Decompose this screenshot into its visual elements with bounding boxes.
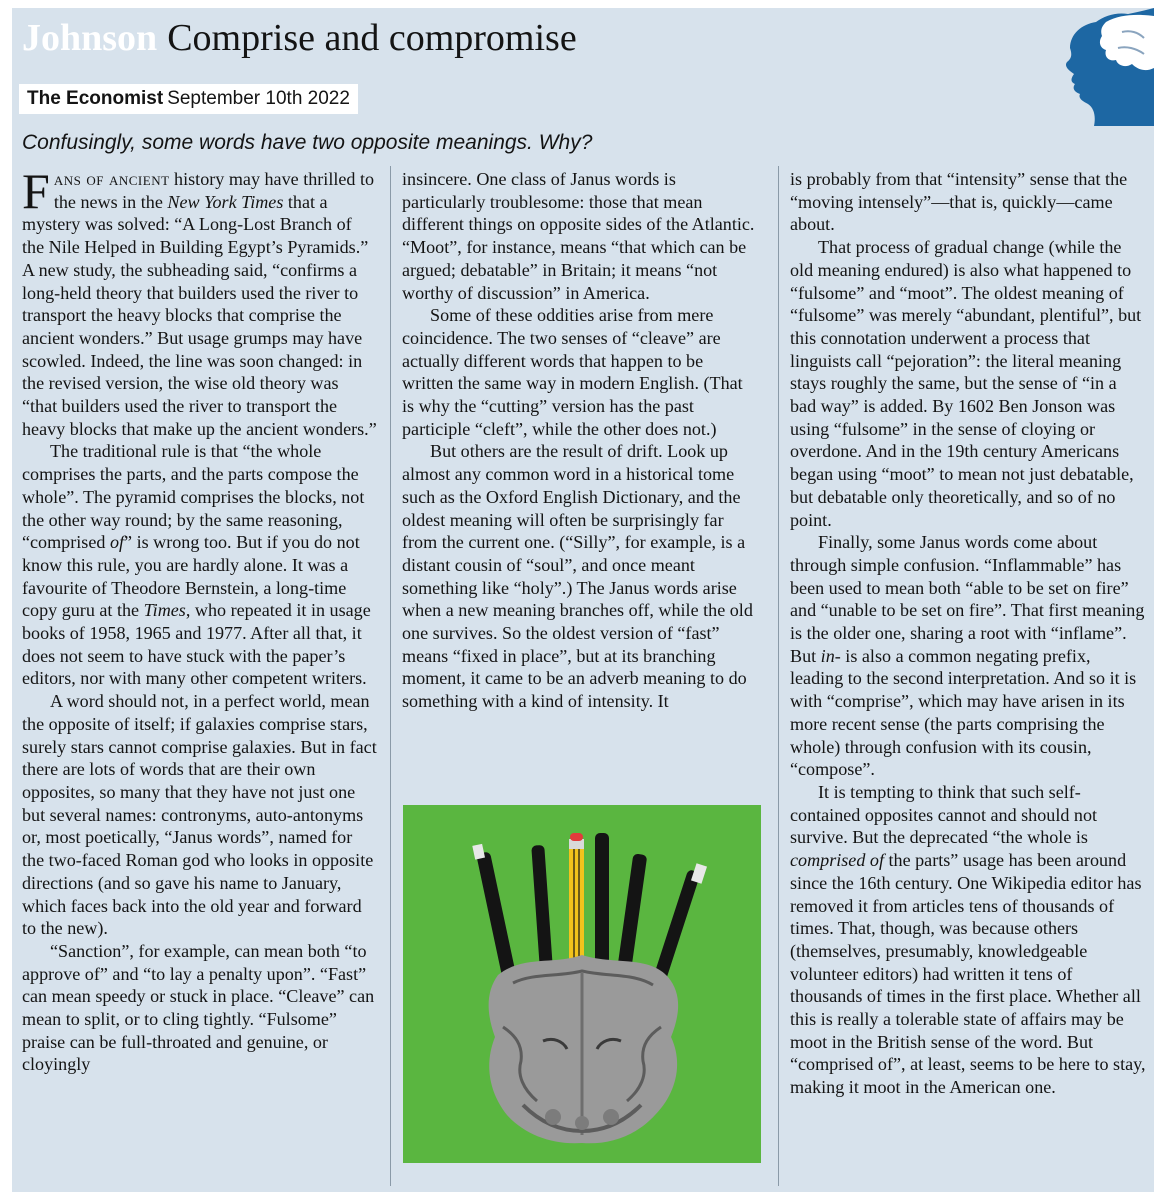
paragraph: But others are the result of drift. Look up almost any common word in a historical tome such as the Oxford English Dictionary, and the oldest meaning will often be surprisingly far from the current one. (“Silly”, for example, is a distant cousin of “soul”, and once meant something like “holy”.) The Janus words arise when a new meaning branches off, while the old one survives. So the oldest version of “fast” means “fixed in place”, but at its branching moment, it came to be an adverb meaning to do something with a kind of intensity. It (402, 441, 753, 712)
source-line (19, 84, 358, 114)
johnson-silhouette-icon (1034, 8, 1154, 126)
publication-name: The Economist (27, 88, 164, 109)
text-column-1 (22, 163, 378, 1076)
text-run: , who repeated it in usage books of 1958, 1965 and 1977. After all that, it does not seem to have stuck with the paper’s editors, nor with many other competent writers. (22, 600, 371, 689)
text-run: It is tempting to think that such self-contained opposites cannot and should not survive. But the deprecated “the whole is (790, 781, 1098, 848)
paragraph: “Sanction”, for example, can mean both “to approve of” and “to lay a penalty upon”. “Fast” can mean speedy or stuck in place. “Cleave” can mean to split, or to cling tightly. “Fulsome” praise can be full-throated and genuine, or cloyingly (22, 940, 375, 1075)
article-header (12, 8, 1154, 124)
text-run: The traditional rule is that “the whole comprises the parts, and the parts compose the whole”. The pyramid comprises the blocks, not the other way round; by the same reasoning, “comprised (22, 441, 365, 553)
text-run: the parts” usage has been around since the 16th century. One Wikipedia editor has removed it from articles tens of thousands of times. That, though, was because others (themselves, presumably, knowledgeable volunteer editors) had written it tens of thousands of times in the first place. Whether all this is really a tolerable state of affairs may be moot in the British sense of the word. But “comprised of”, at least, seems to be here to stay, making it moot in the American one. (790, 850, 1146, 1098)
column-brand: Johnson (22, 17, 158, 59)
emphasis-text: comprised of (790, 850, 884, 871)
text-run: is also a common negating prefix, leading to the second interpretation. And so it is with “comprise”, which may have arisen in its more recent sense (the parts comprising the whole) through confusion with its cousin, “compose”. (790, 645, 1137, 780)
paragraph (22, 440, 378, 690)
emphasis-text: Times (143, 600, 186, 621)
paragraph: insincere. One class of Janus words is particularly troublesome: those that mean different things on opposite sides of the Atlantic. “Moot”, for instance, means “that which can be argued; debatable” in Britain; it means “not worthy of discussion” in America. (402, 169, 755, 303)
article-page (12, 8, 1154, 1192)
text-run: history may have thrilled to the news in the (53, 169, 375, 212)
headline: Comprise and compromise (167, 17, 577, 59)
drop-cap: F (22, 163, 50, 219)
column-divider (778, 166, 779, 1186)
text-column-2 (402, 168, 758, 713)
lead-in-small-caps: ans of ancient (53, 169, 170, 189)
column-divider (390, 166, 391, 1186)
janus-pencil-pot-illustration (403, 805, 761, 1163)
emphasis-text: of (109, 532, 125, 553)
text-run: that a mystery was solved: “A Long-Lost Branch of the Nile Helped in Building Egypt’s Pyramids.” A new study, the subheading said, “confirms a long-held theory that builders used the river to transport the heavy blocks that comprise the ancient wonders.” But usage grumps may have scowled. Indeed, the line was soon changed: in the revised version, the wise old theory was “that builders used the river to transport the heavy blocks that make up the ancient wonders.” (22, 191, 377, 439)
paragraph: A word should not, in a perfect world, mean the opposite of itself; if galaxies comprise stars, surely stars cannot comprise galaxies. But in fact there are lots of words that are their own opposites, so many that they have not just one but several names: contronyms, auto-antonyms or, most poetically, “Janus words”, named for the two-faced Roman god who looks in opposite directions (and so gave his name to January, which faces back into the old year and forward to the new). (22, 691, 377, 939)
text-run: Finally, some Janus words come about through simple confusion. “Inflammable” has been used to mean both “able to be set on fire” and “unable to be set on fire”. That first meaning is the older one, sharing a root with “inflame”. But (790, 532, 1145, 666)
text-run: ” is wrong too. But if you do not know this rule, you are hardly alone. It was a favourite of Theodore Bernstein, a long-time copy guru at the (22, 532, 360, 621)
paragraph: Some of these oddities arise from mere coincidence. The two senses of “cleave” are actually different words that happen to be written the same way in modern English. (That is why the “cutting” version has the past participle “cleft”, while the other does not.) (402, 305, 743, 439)
publication-date: September 10th 2022 (167, 88, 350, 109)
paragraph (22, 163, 378, 440)
emphasis-text: in- (820, 645, 841, 666)
paragraph (790, 781, 1146, 1099)
text-column-3 (790, 168, 1146, 1099)
standfirst: Confusingly, some words have two opposite meanings. Why? (22, 131, 593, 154)
paragraph: That process of gradual change (while the old meaning endured) is also what happened to “fulsome” and “moot”. The oldest meaning of “fulsome” was merely “abundant, plentiful”, but this connotation underwent a process that linguists call “pejoration”: the literal meaning stays roughly the same, but the sense of “in a bad way” is added. By 1602 Ben Jonson was using “fulsome” in the sense of cloying or overdone. And in the 19th century Americans began using “moot” to mean not just debatable, but debatable only theoretically, and so of no point. (790, 237, 1142, 530)
emphasis-text: New York Times (167, 191, 284, 212)
paragraph: is probably from that “intensity” sense that the “moving intensely”—that is, quickly—came about. (790, 169, 1128, 235)
column-title (22, 16, 577, 60)
paragraph (790, 531, 1146, 781)
